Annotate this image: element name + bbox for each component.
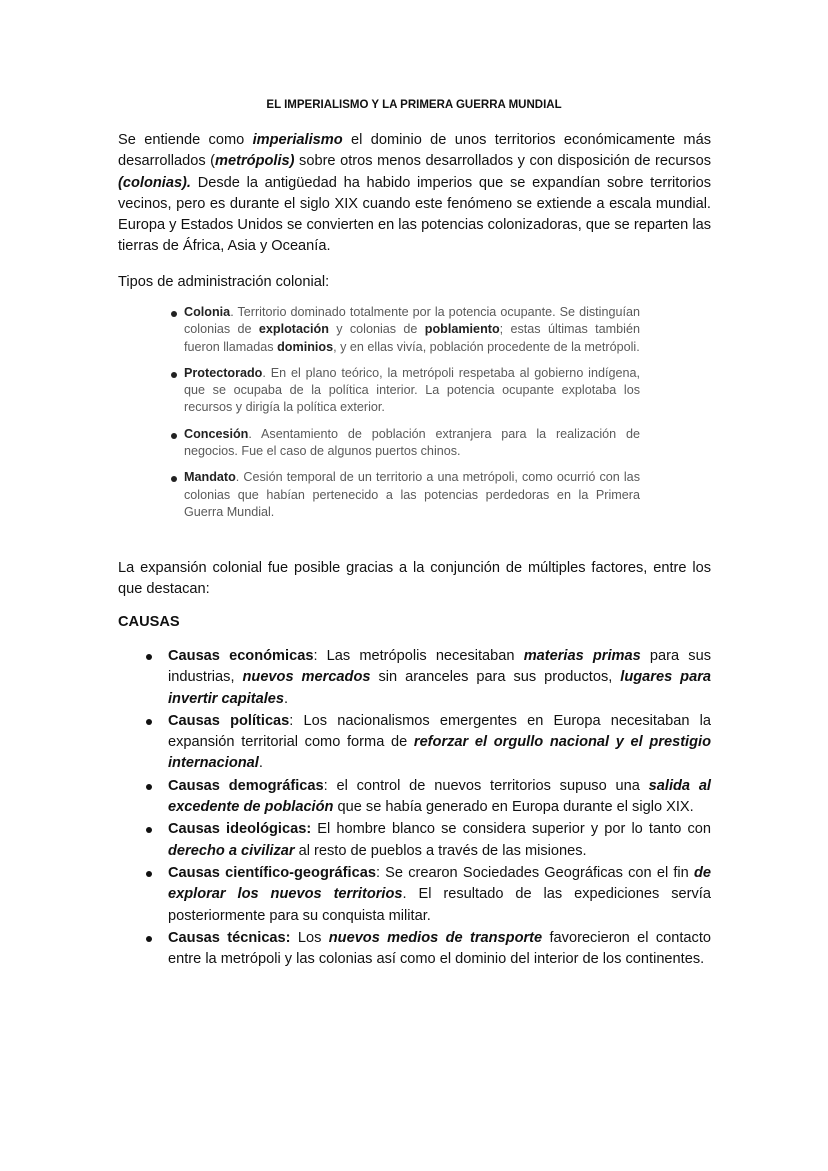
emphasis-text: poblamiento xyxy=(424,322,500,337)
emphasis-text: dominios xyxy=(277,339,334,354)
causes-list xyxy=(148,646,711,971)
emphasis-text: Colonia xyxy=(184,305,231,319)
emphasis-text: Protectorado xyxy=(184,365,263,380)
emphasis-text: reforzar el orgullo nacional y el prestigio internacional xyxy=(168,734,711,772)
text-segment: La expansión colonial fue posible gracias a la conjunción de múltiples factores, entre los que destacan: xyxy=(118,560,711,598)
emphasis-text: Causas económicas xyxy=(168,648,314,664)
text-segment: . xyxy=(284,690,289,707)
admin-type-mandato xyxy=(168,469,640,521)
text-segment: . El resultado de las expediciones servía posteriormente para su conquista militar. xyxy=(168,886,711,924)
text-segment: : Se crearon Sociedades Geográficas con el fin xyxy=(375,864,694,881)
emphasis-text: CAUSAS xyxy=(118,614,180,630)
text-segment: . En el plano teórico, la metrópoli respetaba al gobierno indígena, que se ocupaba de la política interior. La potencia ocupante explotaba los recursos y dirigía la política exterior. xyxy=(184,365,640,415)
admin-type-concesion xyxy=(168,426,640,461)
text-segment: favorecieron el contacto entre la metrópoli y las colonias así como el dominio del interior de los continentes. xyxy=(168,929,712,968)
emphasis-text: materias primas xyxy=(523,648,641,664)
cause-scientific-geographic xyxy=(148,863,711,927)
emphasis-text: (colonias). xyxy=(118,174,191,191)
intro-paragraph xyxy=(118,130,711,258)
text-segment: Desde la antigüedad ha habido imperios que se expandían sobre territorios vecinos, pero es durante el siglo XIX cuando este fenómeno se extiende a escala mundial. Europa y Estados Unidos se convierten en las potencias colonizadoras, que se reparten las tierras de África, Asia y Oceanía. xyxy=(118,174,711,255)
text-segment: Se entiende como xyxy=(118,132,253,148)
text-segment: El hombre blanco se considera superior y por lo tanto con xyxy=(311,821,712,838)
emphasis-text: de explorar los nuevos territorios xyxy=(168,864,711,903)
text-segment: , y en ellas vivía, población procedente de la metrópoli. xyxy=(333,339,640,354)
text-segment: ; estas últimas también fueron llamadas xyxy=(184,322,640,354)
text-segment: . Territorio dominado totalmente por la potencia ocupante. Se distinguían colonias de xyxy=(184,305,640,337)
cause-demographic xyxy=(148,776,711,819)
emphasis-text: Causas científico-geográficas xyxy=(168,864,376,881)
text-segment: : Los nacionalismos emergentes en Europa necesitaban la expansión territorial como forma de xyxy=(168,712,711,751)
admin-type-protectorado xyxy=(168,365,640,417)
text-segment: . xyxy=(258,755,263,772)
text-segment: el dominio de unos territorios económicamente más desarrollados ( xyxy=(118,132,711,170)
cause-political xyxy=(148,711,711,775)
admin-type-colonia xyxy=(168,304,640,356)
causes-heading xyxy=(118,612,711,633)
text-segment: : Las metrópolis necesitaban xyxy=(313,648,524,664)
emphasis-text: nuevos medios de transporte xyxy=(328,929,543,946)
text-segment: sobre otros menos desarrollados y con disposición de recursos xyxy=(294,153,712,170)
emphasis-text: explotación xyxy=(258,322,329,337)
emphasis-text: imperialismo xyxy=(252,132,343,148)
emphasis-text: Concesión xyxy=(184,426,249,441)
text-segment: Los xyxy=(290,929,329,946)
text-segment: sin aranceles para sus productos, xyxy=(370,669,621,686)
admin-types-heading xyxy=(118,272,711,293)
emphasis-text: derecho a civilizar xyxy=(168,842,295,859)
emphasis-text: nuevos mercados xyxy=(242,669,371,686)
text-segment: que se había generado en Europa durante el siglo XIX. xyxy=(333,799,694,816)
cause-technical xyxy=(148,928,711,971)
text-segment: . Cesión temporal de un territorio a una metrópoli, como ocurrió con las colonias que habían pertenecido a las potencias perdedoras en la Primera Guerra Mundial. xyxy=(184,470,640,519)
document-title: EL IMPERIALISMO Y LA PRIMERA GUERRA MUNDIAL xyxy=(266,99,562,111)
text-segment: . Asentamiento de población extranjera para la realización de negocios. Fue el caso de algunos puertos chinos. xyxy=(184,426,640,459)
emphasis-text: Causas políticas xyxy=(168,712,290,729)
emphasis-text: Causas ideológicas: xyxy=(168,821,312,838)
text-segment: y colonias de xyxy=(328,322,425,337)
emphasis-text: metrópolis) xyxy=(215,153,295,170)
emphasis-text: Causas demográficas xyxy=(168,777,324,794)
emphasis-text: Mandato xyxy=(184,470,236,485)
admin-types-image xyxy=(168,304,640,530)
text-segment: al resto de pueblos a través de las misiones. xyxy=(294,842,587,859)
emphasis-text: salida al excedente de población xyxy=(168,777,711,816)
cause-ideological xyxy=(148,819,711,862)
text-segment: Tipos de administración colonial: xyxy=(118,274,330,290)
expansion-paragraph xyxy=(118,558,711,601)
emphasis-text: Causas técnicas: xyxy=(168,929,291,946)
emphasis-text: lugares para invertir capitales xyxy=(168,669,711,707)
text-segment: para sus industrias, xyxy=(168,648,711,686)
cause-economic xyxy=(148,646,711,710)
text-segment: : el control de nuevos territorios supuso una xyxy=(323,777,649,794)
